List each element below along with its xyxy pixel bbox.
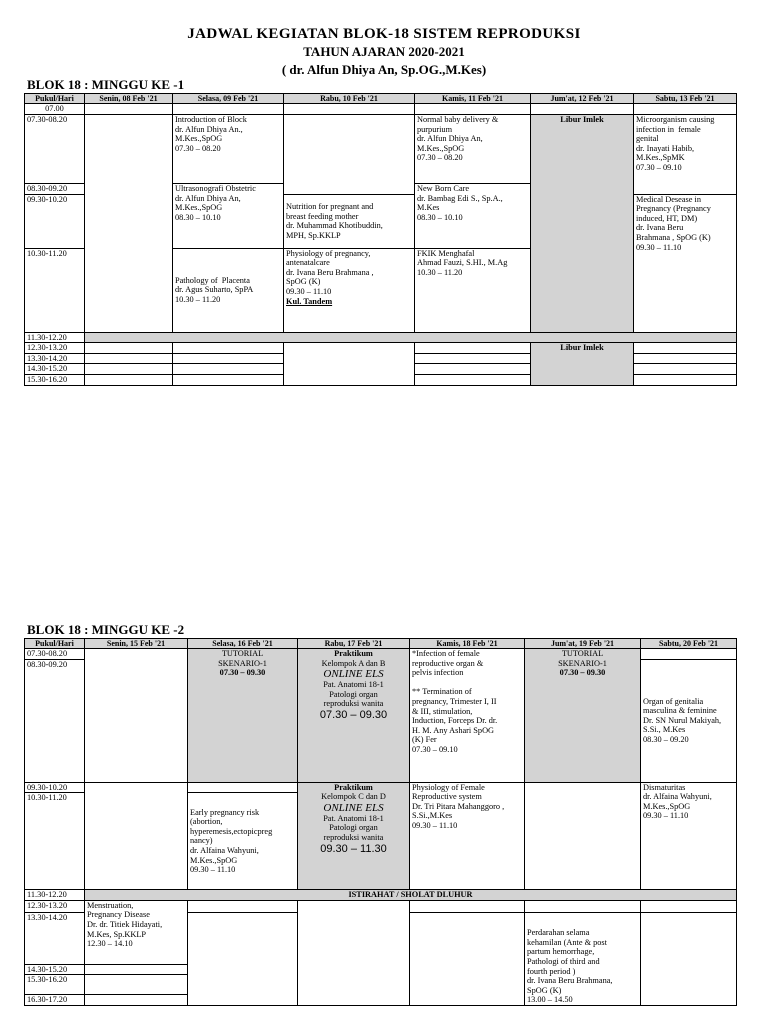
time-slot: 08.30-09.20 — [25, 184, 85, 195]
header-fri: Jum'at, 12 Feb '21 — [531, 94, 634, 104]
break-row — [85, 332, 737, 343]
document-title: JADWAL KEGIATAN BLOK-18 SISTEM REPRODUKSI — [187, 26, 581, 42]
schedule-entry: *Infection of female reproductive organ & pelvis infection ** Termination of pregnancy, Trimester I, II & III, stimulation, Induction, Forceps Dr. dr. H. M. Any Ashari SpOG (K) Fer 07.30 – 09.10 — [410, 649, 525, 783]
tutorial-block: TUTORIAL SKENARIO-1 07.30 – 09.30 — [188, 649, 298, 783]
header-time: Pukul/Hari — [25, 639, 85, 649]
header-wed: Rabu, 17 Feb '21 — [298, 639, 410, 649]
time-slot: 12.30-13.20 — [25, 343, 85, 354]
time-slot: 11.30-12.20 — [25, 332, 85, 343]
time-slot: 15.30-16.20 — [25, 374, 85, 385]
time-slot: 15.30-16.20 — [25, 975, 85, 995]
header-wed: Rabu, 10 Feb '21 — [284, 94, 415, 104]
schedule-entry: Microorganism causing infection in female genital dr. Inayati Habib, M.Kes.,SpMK 07.30 – 09.10 — [634, 115, 737, 195]
week2-label: BLOK 18 : MINGGU KE -2 — [27, 622, 185, 637]
time-slot: 13.30-14.20 — [25, 912, 85, 964]
schedule-entry: Pathology of Placenta dr. Agus Suharto, SpPA 10.30 – 11.20 — [173, 248, 284, 332]
time-slot: 14.30-15.20 — [25, 964, 85, 975]
header-time: Pukul/Hari — [25, 94, 85, 104]
header-thu: Kamis, 18 Feb '21 — [410, 639, 525, 649]
coordinator: ( dr. Alfun Dhiya An, Sp.OG.,M.Kes) — [281, 62, 487, 77]
schedule-entry: Dismaturitas dr. Alfaina Wahyuni, M.Kes.,SpOG 09.30 – 11.10 — [641, 782, 737, 890]
schedule-entry: Physiology of pregnancy, antenatalcare dr. Ivana Beru Brahmana , SpOG (K) 09.30 – 11.10 Kul. Tandem — [284, 248, 415, 332]
break-row: ISTIRAHAT / SHOLAT DLUHUR — [85, 890, 737, 901]
schedule-entry: Ultrasonografi Obstetric dr. Alfun Dhiya An, M.Kes.,SpOG 08.30 – 10.10 — [173, 184, 284, 249]
schedule-entry: Physiology of Female Reproductive system Dr. Tri Pitara Mahanggoro , S.Si.,M.Kes 09.30 – 11.10 — [410, 782, 525, 890]
header-tue: Selasa, 09 Feb '21 — [173, 94, 284, 104]
time-slot: 16.30-17.20 — [25, 995, 85, 1006]
time-slot: 13.30-14.20 — [25, 353, 85, 364]
schedule-entry: Menstruation, Pregnancy Disease Dr. dr. Titiek Hidayati, M.Kes, Sp.KKLP 12.30 – 14.10 — [85, 900, 188, 964]
schedule-entry: Normal baby delivery & purpurium dr. Alfun Dhiya An, M.Kes.,SpOG 07.30 – 08.20 — [415, 115, 531, 184]
header-sat: Sabtu, 13 Feb '21 — [634, 94, 737, 104]
holiday-cell: Libur Imlek — [531, 343, 634, 385]
schedule-entry: Organ of genitalia masculina & feminine Dr. SN Nurul Makiyah, S.Si., M.Kes 08.30 – 09.20 — [641, 659, 737, 782]
week1-table — [24, 93, 737, 386]
schedule-entry: Perdarahan selama kehamilan (Ante & post partum hemorrhage, Pathologi of third and fourth period ) dr. Ivana Beru Brahmana, SpOG (K) 13.00 – 14.50 — [525, 912, 641, 1005]
schedule-entry: Introduction of Block dr. Alfun Dhiya An., M.Kes.,SpOG 07.30 – 08.20 — [173, 115, 284, 184]
practicum-block: Praktikum Kelompok C dan D ONLINE ELS Pat. Anatomi 18-1 Patologi organ reproduksi wanita 09.30 – 11.30 — [298, 782, 410, 890]
schedule-entry: FKIK Menghafal Ahmad Fauzi, S.HI., M.Ag 10.30 – 11.20 — [415, 248, 531, 332]
week2-table — [24, 638, 737, 1006]
schedule-entry: Nutrition for pregnant and breast feeding mother dr. Muhammad Khotibuddin, MPH, Sp.KKLP — [284, 194, 415, 248]
header-mon: Senin, 15 Feb '21 — [85, 639, 188, 649]
holiday-cell: Libur Imlek — [531, 115, 634, 333]
time-slot: 07.30-08.20 — [25, 115, 85, 184]
header-fri: Jum'at, 19 Feb '21 — [525, 639, 641, 649]
time-slot: 14.30-15.20 — [25, 364, 85, 375]
header-thu: Kamis, 11 Feb '21 — [415, 94, 531, 104]
time-slot: 12.30-13.20 — [25, 900, 85, 912]
time-slot: 07.30-08.20 — [25, 649, 85, 660]
time-slot: 11.30-12.20 — [25, 890, 85, 901]
week1-label: BLOK 18 : MINGGU KE -1 — [27, 77, 185, 92]
header-sat: Sabtu, 20 Feb '21 — [641, 639, 737, 649]
schedule-entry: New Born Care dr. Bambag Edi S., Sp.A., M.Kes 08.30 – 10.10 — [415, 184, 531, 249]
practicum-block: Praktikum Kelompok A dan B ONLINE ELS Pat. Anatomi 18-1 Patologi organ reproduksi wanita 07.30 – 09.30 — [298, 649, 410, 783]
time-slot: 10.30-11.20 — [25, 793, 85, 890]
academic-year: TAHUN AJARAN 2020-2021 — [303, 44, 465, 59]
schedule-entry: Early pregnancy risk (abortion, hyperemesis,ectopicpreg nancy) dr. Alfaina Wahyuni, M.Kes.,SpOG 09.30 – 11.10 — [188, 793, 298, 890]
time-slot: 07.00 — [25, 104, 85, 115]
time-slot: 08.30-09.20 — [25, 659, 85, 782]
header-tue: Selasa, 16 Feb '21 — [188, 639, 298, 649]
tutorial-block: TUTORIAL SKENARIO-1 07.30 – 09.30 — [525, 649, 641, 783]
header-mon: Senin, 08 Feb '21 — [85, 94, 173, 104]
schedule-entry: Medical Desease in Pregnancy (Pregnancy induced, HT, DM) dr. Ivana Beru Brahmana , SpOG (K) 09.30 – 11.10 — [634, 194, 737, 332]
time-slot: 09.30-10.20 — [25, 782, 85, 793]
time-slot: 10.30-11.20 — [25, 248, 85, 332]
time-slot: 09.30-10.20 — [25, 194, 85, 248]
